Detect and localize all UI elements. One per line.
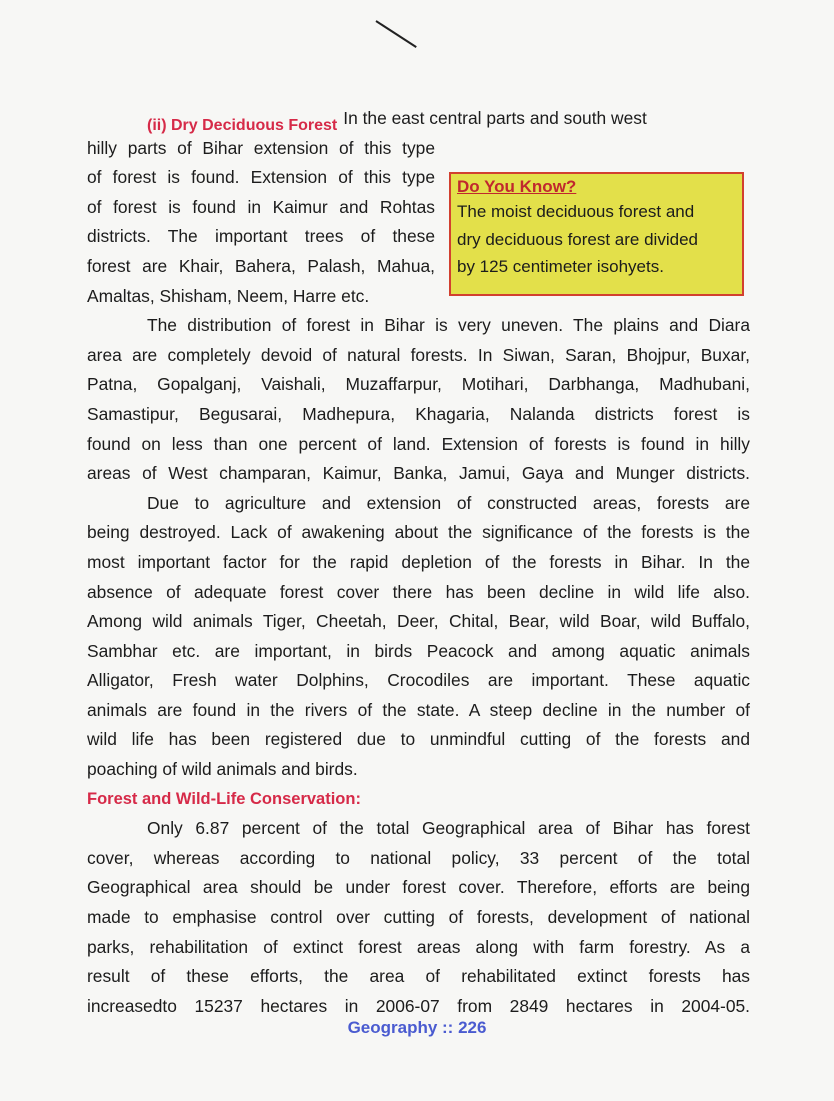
- paragraph-line: most important factor for the rapid depletion of the forests in Bihar. In the: [87, 551, 750, 572]
- paragraph-line: Geographical area should be under forest cover. Therefore, efforts are being: [87, 877, 750, 898]
- paragraph-line: Due to agriculture and extension of constructed areas, forests are: [147, 492, 750, 513]
- section-line: In the east central parts and south west: [343, 108, 647, 128]
- pen-mark: [375, 20, 416, 48]
- paragraph-line: poaching of wild animals and birds.: [87, 759, 358, 780]
- did-you-know-line: dry deciduous forest are divided: [457, 229, 698, 249]
- paragraph-line: Alligator, Fresh water Dolphins, Crocodiles are important. These aquatic: [87, 670, 750, 691]
- paragraph-line: The distribution of forest in Bihar is very uneven. The plains and Diara: [147, 315, 750, 336]
- section-line: of forest is found. Extension of this type: [87, 167, 435, 188]
- section-first-line: [87, 104, 750, 134]
- paragraph-line: Sambhar etc. are important, in birds Peacock and among aquatic animals: [87, 640, 750, 661]
- did-you-know-line: The moist deciduous forest and: [457, 202, 695, 221]
- section-line: of forest is found in Kaimur and Rohtas: [87, 196, 435, 217]
- paragraph-line: absence of adequate forest cover there has been decline in wild life also.: [87, 581, 750, 602]
- paragraph-line: area are completely devoid of natural forests. In Siwan, Saran, Bhojpur, Buxar,: [87, 344, 750, 365]
- section-title: (ii) Dry Deciduous Forest: [147, 117, 338, 134]
- paragraph-line: Samastipur, Begusarai, Madhepura, Khagaria, Nalanda districts forest is: [87, 403, 750, 424]
- did-you-know-line: by 125 centimeter isohyets.: [457, 257, 664, 276]
- paragraph-line: Only 6.87 percent of the total Geographical area of Bihar has forest: [147, 818, 750, 839]
- paragraph-line: result of these efforts, the area of rehabilitated extinct forests has: [87, 966, 750, 987]
- paragraph-line: parks, rehabilitation of extinct forest areas along with farm forestry. As a: [87, 936, 750, 957]
- section-line: districts. The important trees of these: [87, 226, 435, 247]
- section-line: hilly parts of Bihar extension of this type: [87, 137, 435, 158]
- paragraph-line: animals are found in the rivers of the state. A steep decline in the number of: [87, 699, 750, 720]
- paragraph-line: Patna, Gopalganj, Vaishali, Muzaffarpur, Motihari, Darbhanga, Madhubani,: [87, 374, 750, 395]
- paragraph-line: Among wild animals Tiger, Cheetah, Deer, Chital, Bear, wild Boar, wild Buffalo,: [87, 611, 750, 632]
- paragraph-distribution: [87, 311, 750, 489]
- paragraph-line: made to emphasise control over cutting of forests, development of national: [87, 907, 750, 928]
- paragraph-agriculture: [87, 489, 750, 785]
- section-line: forest are Khair, Bahera, Palash, Mahua,: [87, 255, 435, 276]
- paragraph-line: cover, whereas according to national policy, 33 percent of the total: [87, 847, 750, 868]
- paragraph-line: wild life has been registered due to unmindful cutting of the forests and: [87, 729, 750, 750]
- paragraph-line: found on less than one percent of land. Extension of forests is found in hilly: [87, 433, 750, 454]
- page-footer: Geography :: 226: [347, 1018, 487, 1037]
- conservation-heading: Forest and Wild-Life Conservation:: [87, 789, 361, 808]
- section-line: Amaltas, Shisham, Neem, Harre etc.: [87, 285, 370, 306]
- paragraph-line: being destroyed. Lack of awakening about the significance of the forests is the: [87, 522, 750, 543]
- did-you-know-box: [449, 172, 744, 296]
- paragraph-line: areas of West champaran, Kaimur, Banka, Jamui, Gaya and Munger districts.: [87, 463, 750, 484]
- paragraph-line: increasedto 15237 hectares in 2006-07 from 2849 hectares in 2004-05.: [87, 995, 750, 1016]
- did-you-know-title: Do You Know?: [457, 177, 577, 196]
- section-conservation: [87, 785, 750, 1022]
